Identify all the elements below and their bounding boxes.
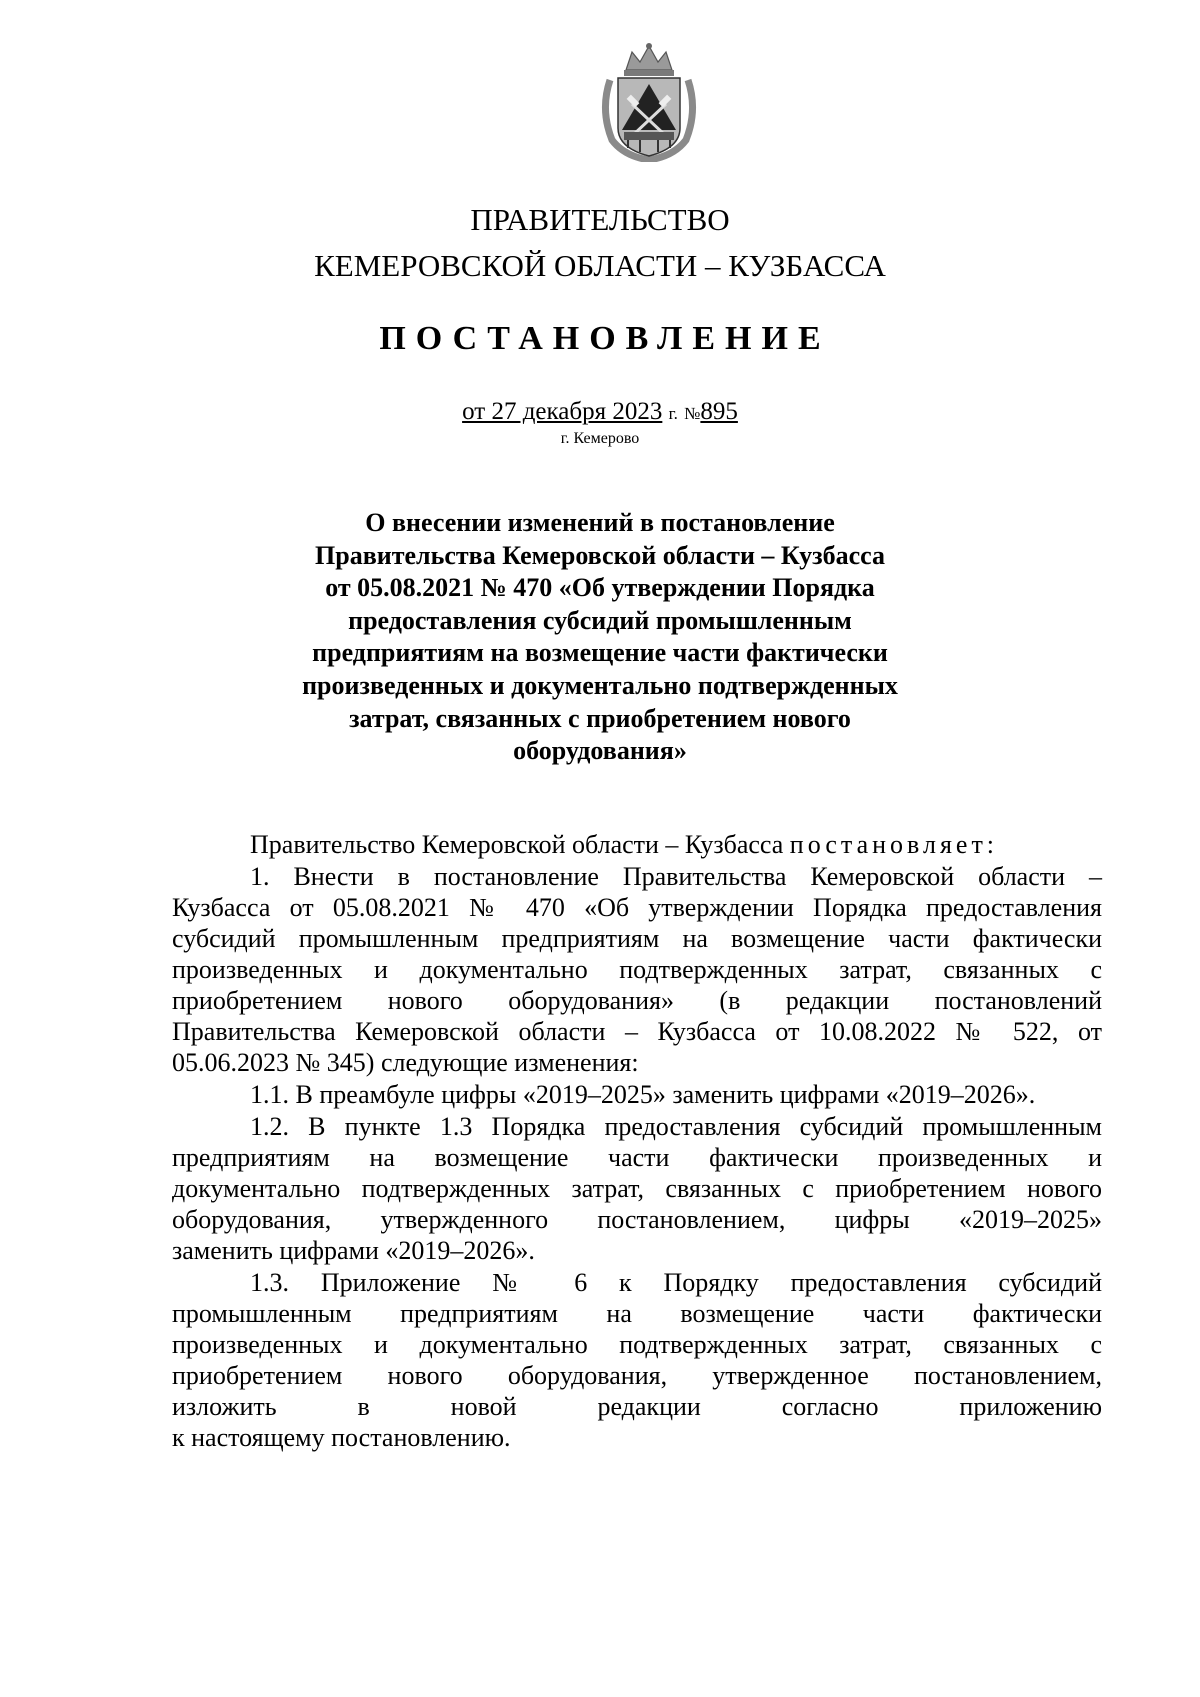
body-line: приобретением нового оборудования, утвержденное постановлением, xyxy=(172,1361,1102,1390)
subject-line: Правительства Кемеровской области – Кузбасса xyxy=(315,540,885,570)
body-line: промышленным предприятиям на возмещение части фактически xyxy=(172,1299,1102,1328)
document-date: от 27 декабря 2023 xyxy=(462,398,663,425)
subject-line: О внесении изменений в постановление xyxy=(365,508,835,537)
government-title-line1: ПРАВИТЕЛЬСТВО xyxy=(470,202,730,237)
date-number-line xyxy=(0,398,1200,426)
body-line: Правительства Кемеровской области – Кузбасса от 10.08.2022 № 522, от xyxy=(172,1017,1102,1046)
preamble-line xyxy=(250,830,998,860)
body-line: изложить в новой редакции согласно приложению xyxy=(172,1392,1102,1421)
year-suffix: г. xyxy=(668,404,678,423)
body-line: Кузбасса от 05.08.2021 № 470 «Об утверждении Порядка предоставления xyxy=(172,893,1102,922)
body-line: оборудования, утвержденного постановлением, цифры «2019–2025» xyxy=(172,1205,1102,1234)
body-line: предприятиям на возмещение части фактически произведенных и xyxy=(172,1143,1102,1172)
body-line: заменить цифрами «2019–2026». xyxy=(172,1236,535,1265)
body-line: 05.06.2023 № 345) следующие изменения: xyxy=(172,1048,639,1077)
body-line: приобретением нового оборудования» (в редакции постановлений xyxy=(172,986,1102,1015)
body-line: к настоящему постановлению. xyxy=(172,1423,511,1452)
body-line: произведенных и документально подтвержденных затрат, связанных с xyxy=(172,955,1102,984)
body-line: произведенных и документально подтвержденных затрат, связанных с xyxy=(172,1330,1102,1359)
body-line: 1.1. В преамбуле цифры «2019–2025» заменить цифрами «2019–2026». xyxy=(250,1080,1036,1109)
document-number: 895 xyxy=(700,398,738,425)
document-type: ПОСТАНОВЛЕНИЕ xyxy=(379,320,831,357)
preamble-verb: постановляет: xyxy=(789,830,999,859)
subject-line: произведенных и документально подтвержденных xyxy=(302,670,898,700)
body-line: 1.2. В пункте 1.3 Порядка предоставления субсидий промышленным xyxy=(250,1112,1102,1141)
preamble-text: Правительство Кемеровской области – Кузбасса xyxy=(250,830,784,859)
body-line: 1. Внести в постановление Правительства Кемеровской области – xyxy=(250,862,1102,891)
subject-line: предоставления субсидий промышленным xyxy=(348,605,852,635)
subject-line: предприятиям на возмещение части фактически xyxy=(312,638,888,668)
city-name: г. Кемерово xyxy=(560,430,640,447)
document-subject xyxy=(300,507,900,768)
body-line: 1.3. Приложение № 6 к Порядку предоставления субсидий xyxy=(250,1268,1102,1297)
subject-line: оборудования» xyxy=(513,736,687,766)
coat-of-arms-emblem xyxy=(596,40,702,162)
subject-line: от 05.08.2021 № 470 «Об утверждении Порядка xyxy=(325,573,875,603)
body-line: документально подтвержденных затрат, связанных с приобретением нового xyxy=(172,1174,1102,1203)
body-line: субсидий промышленным предприятиям на возмещение части фактически xyxy=(172,924,1102,953)
number-sign: № xyxy=(684,404,701,423)
subject-line: затрат, связанных с приобретением нового xyxy=(349,703,851,733)
government-title-line2: КЕМЕРОВСКОЙ ОБЛАСТИ – КУЗБАССА xyxy=(314,248,886,283)
